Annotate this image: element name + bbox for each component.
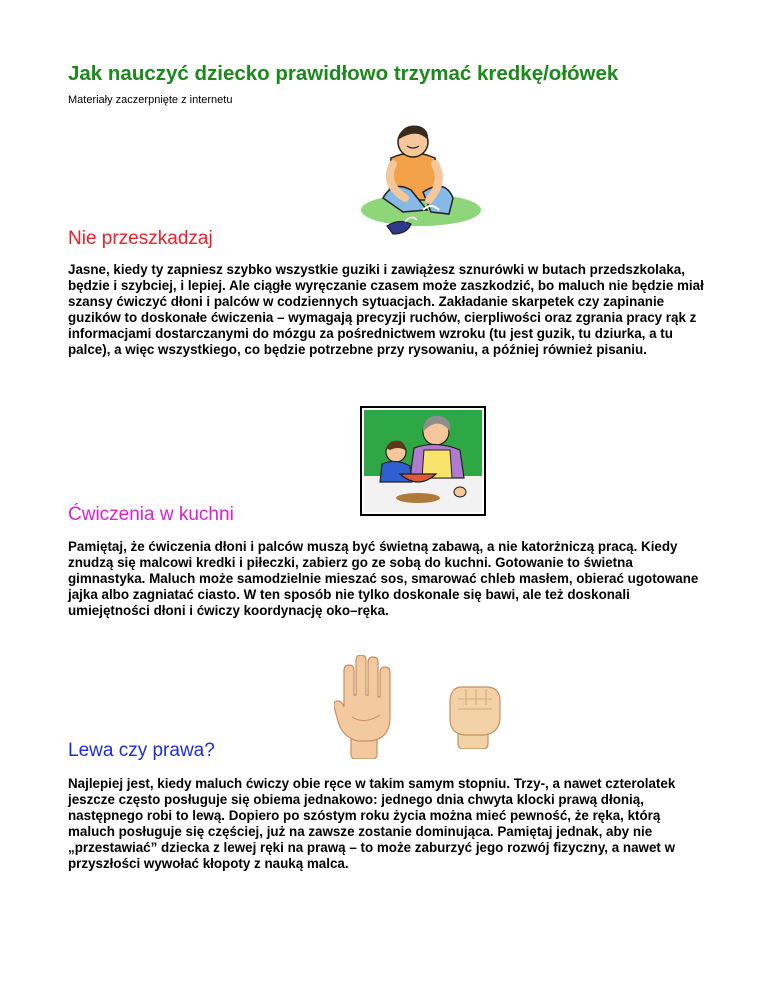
open-palm-icon: [334, 655, 396, 759]
section-body-cwiczenia-w-kuchni: Pamiętaj, że ćwiczenia dłoni i palców muszą być świetną zabawą, a nie katorżniczą pracą. Kiedy znudzą się malcowi kredki i piłeczki, zabierz go ze sobą do kuchni. Gotowanie to świetna gimnastyka. Maluch może samodzielnie mieszać sos, smarować chleb masłem, obierać ugotowane jajka albo zagniatać ciasto. W ten sposób nie tylko doskonale się bawi, ale też doskonali umiejętności dłoni i ćwiczy koordynację oko–ręka.: [68, 539, 699, 619]
section-body-lewa-czy-prawa: Najlepiej jest, kiedy maluch ćwiczy obie ręce w takim samym stopniu. Trzy-, a nawet czterolatek jeszcze często posługuje się obiema jednakowo: jednego dnia chwyta klocki prawą dłonią, następnego robi to lewą. Dopiero po szóstym roku życia można mieć pewność, że ręka, którą maluch posługuje się częściej, już na zawsze zostanie dominująca. Pamiętaj jednak, aby nie „przestawiać” dziecka z lewej ręki na prawą – to może zaburzyć jego rozwój fizyczny, a nawet w przyszłości wywołać kłopoty z nauką malca.: [68, 776, 676, 872]
fist-icon: [444, 683, 504, 749]
section-heading-lewa-czy-prawa: Lewa czy prawa?: [68, 740, 215, 761]
section-heading-cwiczenia-w-kuchni: Ćwiczenia w kuchni: [68, 504, 234, 525]
document-subtitle: Materiały zaczerpnięte z internetu: [68, 94, 233, 106]
section-heading-nie-przeszkadzaj: Nie przeszkadzaj: [68, 228, 213, 249]
kitchen-baking-icon: [360, 406, 486, 516]
boy-tying-shoe-icon: [353, 118, 483, 240]
document-title: Jak nauczyć dziecko prawidłowo trzymać kredkę/ołówek: [68, 62, 619, 85]
section-body-nie-przeszkadzaj: Jasne, kiedy ty zapniesz szybko wszystkie guziki i zawiążesz sznurówki w butach przedszkolaka, będzie i szybciej, i lepiej. Ale ciągłe wyręczanie czasem może zaszkodzić, bo maluch nie będzie miał szansy ćwiczyć dłoni i palców w codziennych sytuacjach. Zakładanie skarpetek czy zapinanie guzików to doskonałe ćwiczenia – wymagają precyzji ruchów, cierpliwości oraz zgrania pracy rąk z informacjami dostarczanymi do mózgu za pośrednictwem wzroku (tu jest guzik, tu dziurka, a tu palce), a więc wszystkiego, co będzie potrzebne przy rysowaniu, a później również pisaniu.: [68, 262, 704, 358]
